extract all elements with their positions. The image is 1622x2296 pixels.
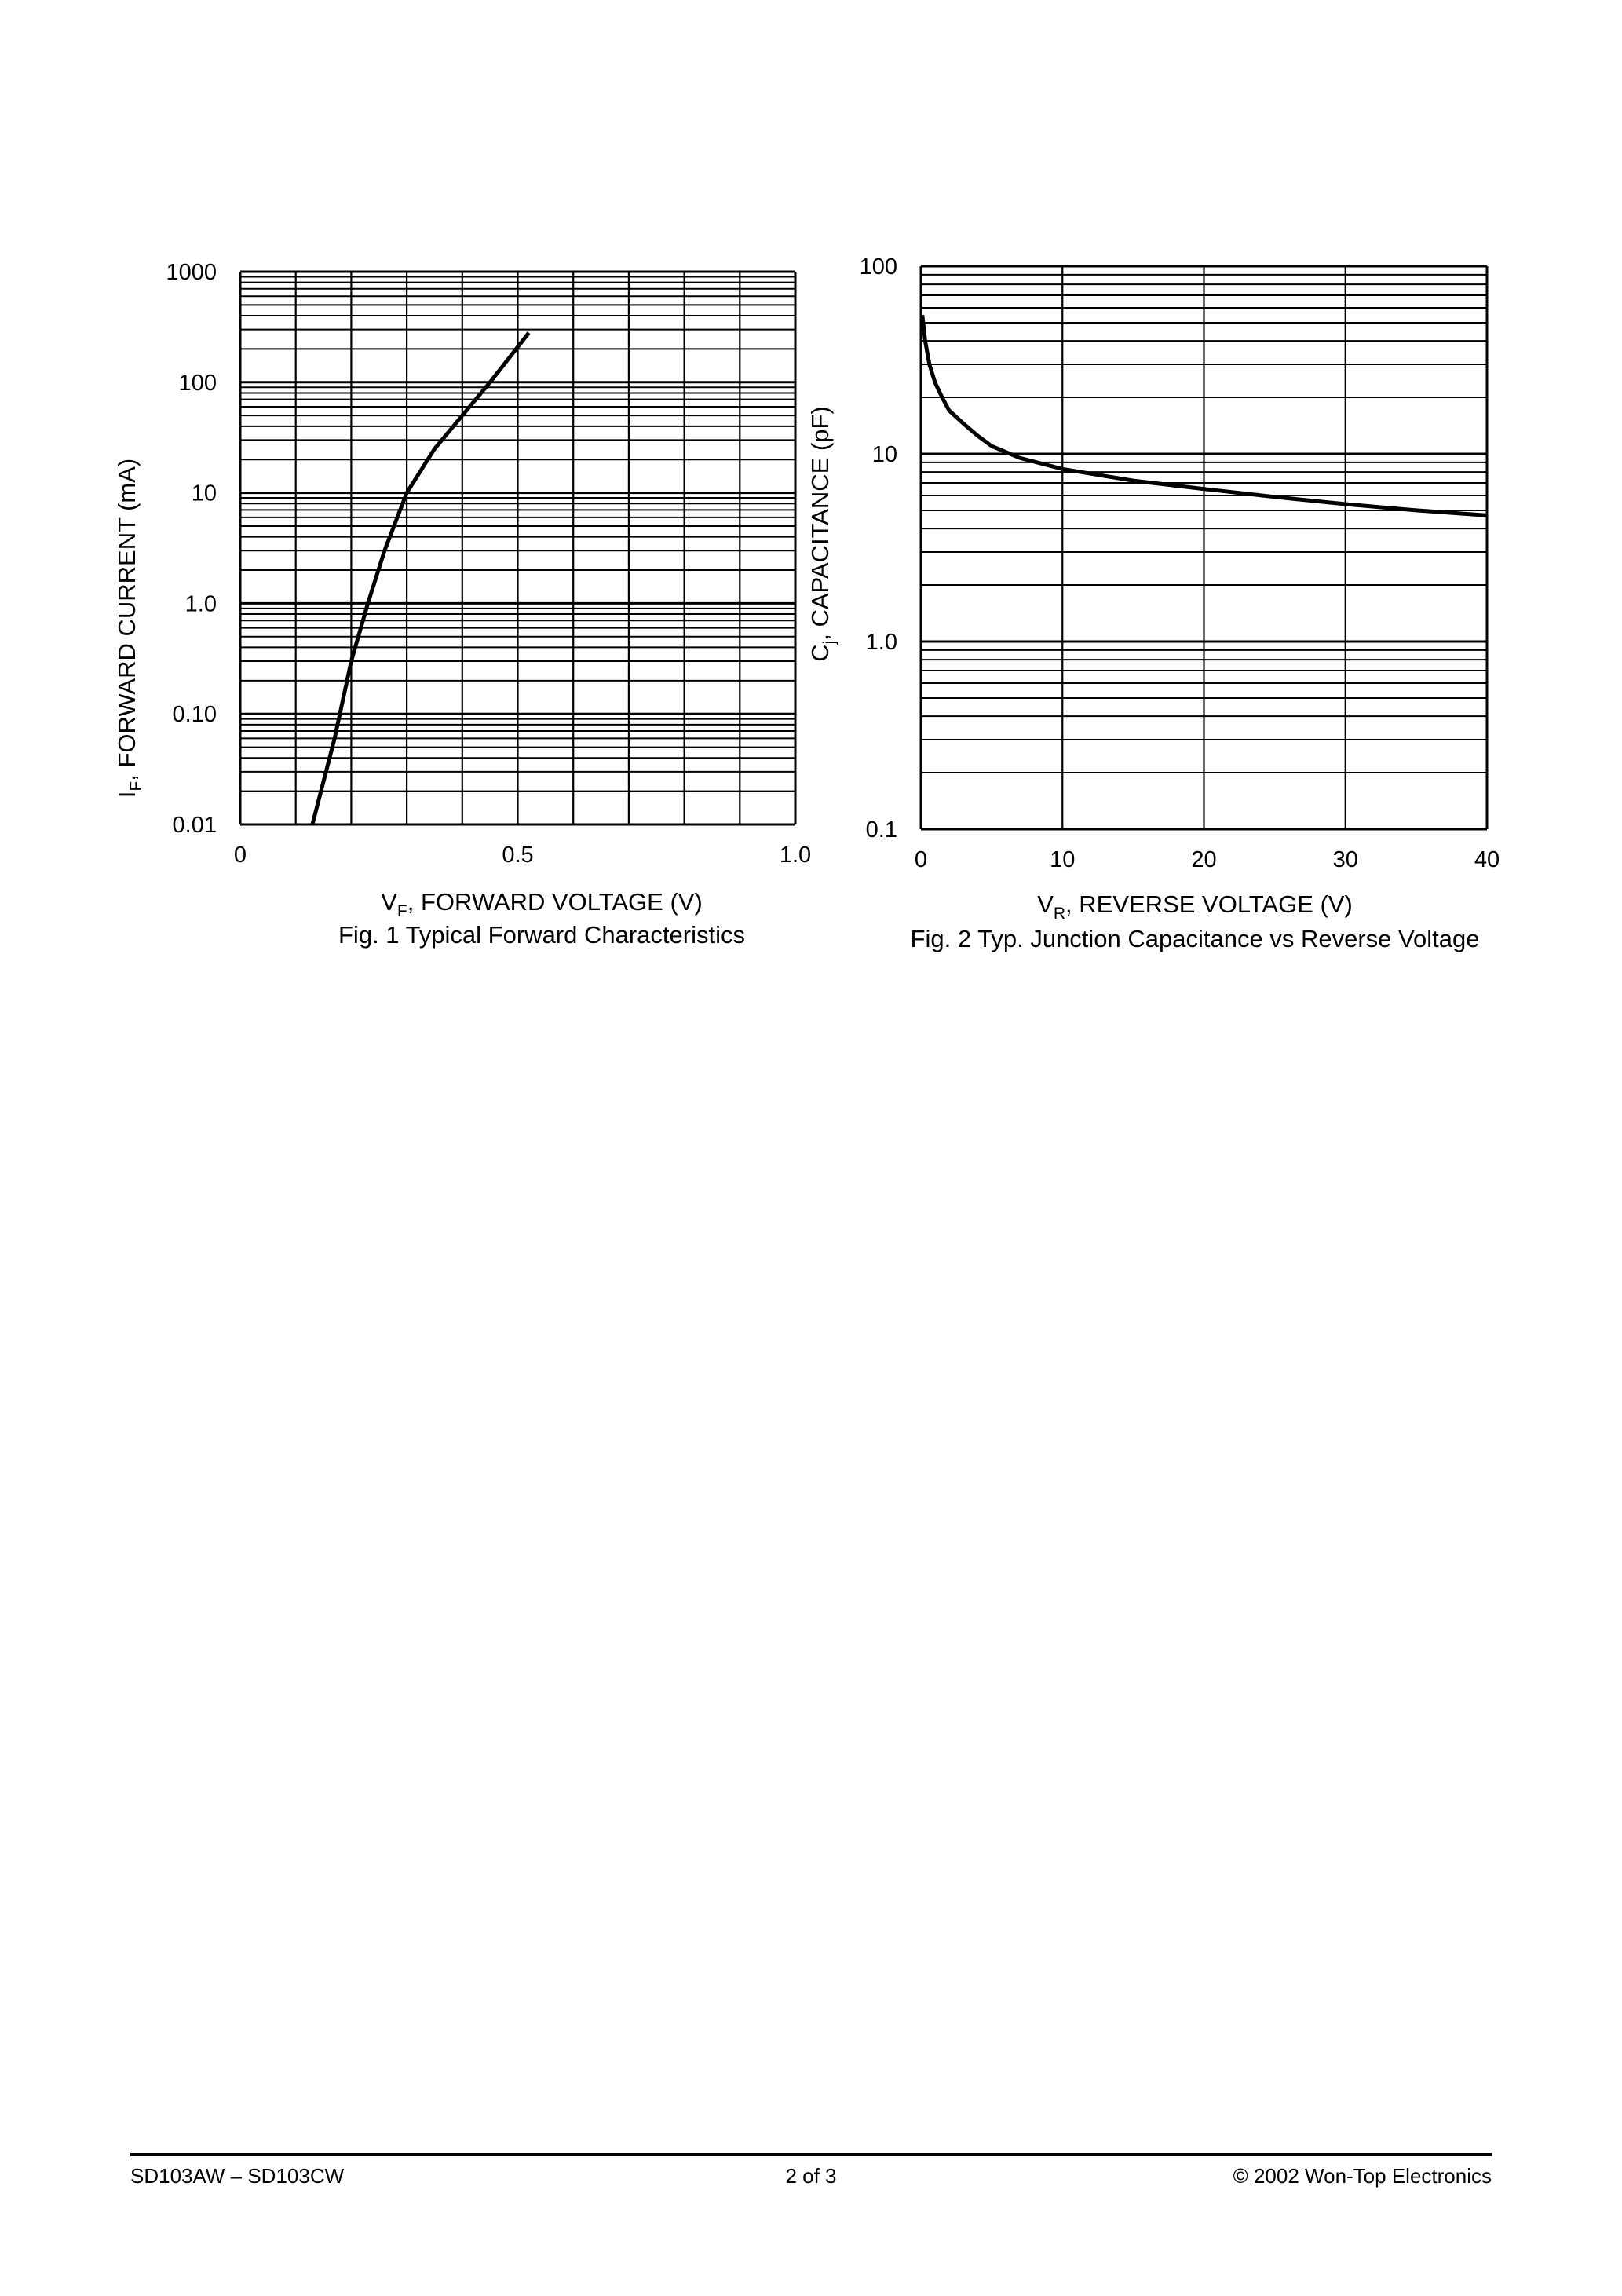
footer-part-number: SD103AW – SD103CW [130,2164,345,2188]
chart2-grid [921,266,1487,829]
chart1-x-axis-title: $V_F$, FORWARD VOLTAGE (V) [381,888,703,920]
chart1-tick-labels [166,260,811,868]
chart2-caption: Fig. 2 Typ. Junction Capacitance vs Reverse Voltage [910,925,1480,952]
footer-copyright: © 2002 Won-Top Electronics [1233,2164,1492,2188]
chart2-y-tick-label: 100 [859,254,897,280]
figures-canvas [0,0,1622,1021]
chart2-x-tick-label: 40 [1474,847,1500,872]
footer-page-number: 2 of 3 [785,2164,837,2188]
footer-rule [130,2153,1492,2156]
forward-characteristics-chart [113,260,811,949]
chart1-x-tick-label: 0 [233,843,247,868]
chart2-x-tick-label: 0 [914,847,928,872]
chart1-caption: Fig. 1 Typical Forward Characteristics [338,921,745,949]
page-footer [130,2164,1492,2195]
chart1-y-tick-label: 100 [178,370,217,396]
chart2-x-axis-title: $V_R$, REVERSE VOLTAGE (V) [1037,890,1353,923]
chart2-x-tick-label: 20 [1191,847,1217,872]
chart2-tick-labels [860,254,1500,872]
chart1-y-axis-title: $I_F$, FORWARD CURRENT (mA) [113,458,145,799]
chart1-y-tick-label: 1000 [166,260,217,285]
chart1-y-tick-label: 10 [191,481,217,506]
chart2-y-tick-label: 1.0 [865,630,897,655]
chart2-y-axis-title: $C_j$, CAPACITANCE (pF) [806,406,838,662]
chart1-x-tick-label: 0.5 [502,843,534,868]
chart2-x-tick-label: 10 [1050,847,1076,872]
chart1-grid [240,272,795,824]
chart1-y-tick-label: 0.01 [172,813,217,838]
chart2-y-tick-label: 0.1 [865,817,897,843]
chart1-x-tick-label: 1.0 [779,843,812,868]
junction-capacitance-chart [806,254,1500,952]
chart2-y-tick-label: 10 [871,442,897,467]
chart1-y-tick-label: 0.10 [172,702,217,728]
chart1-y-tick-label: 1.0 [184,591,217,617]
chart2-x-tick-label: 30 [1332,847,1358,872]
